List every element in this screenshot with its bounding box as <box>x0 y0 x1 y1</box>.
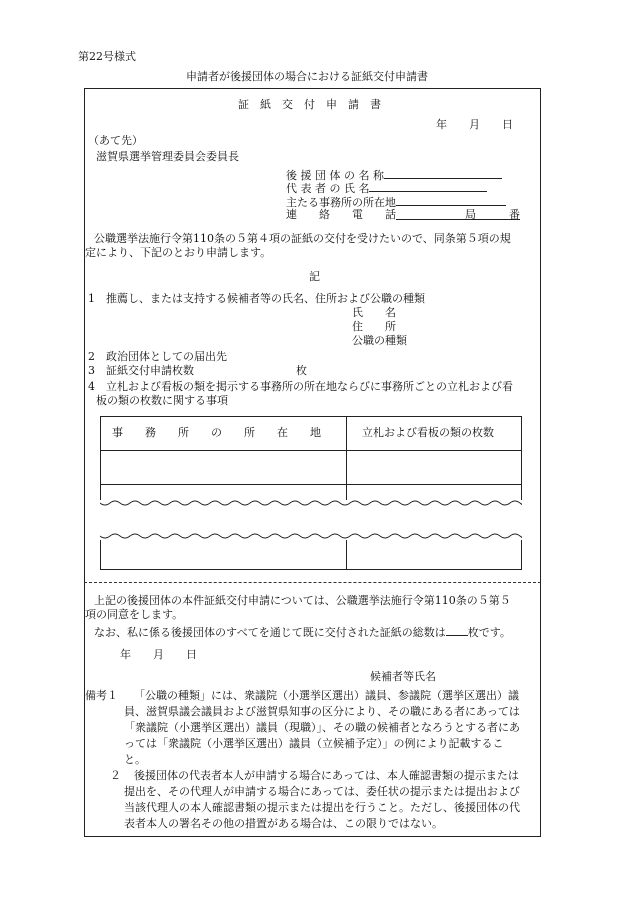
ki-marker: 記 <box>309 270 320 283</box>
consent-date: 年 月 日 <box>120 648 197 661</box>
note-1-line-5: と。 <box>124 753 146 766</box>
table-header-divider <box>100 450 522 451</box>
document-title: 証 紙 交 付 申 請 書 <box>238 98 381 111</box>
note-2-line-3: 当該代理人の本人確認書類の提示または提出を行うこと。ただし、後援団体の代 <box>124 801 520 814</box>
cut-line <box>84 582 541 583</box>
applicant-phone <box>286 208 520 222</box>
note-1-line-1: 「公職の種類」には、衆議院（小選挙区選出）議員、参議院（選挙区選出）議 <box>134 689 519 702</box>
total-issued-unit: 枚です。 <box>467 626 511 639</box>
item-3: 証紙交付申請枚数 <box>106 364 194 377</box>
table-border-top <box>100 416 522 417</box>
item-4-number: 4 <box>88 380 95 393</box>
consent-line-1: 上記の後援団体の本件証紙交付申請については、公職選挙法施行令第110条の５第５ <box>94 594 511 607</box>
item-3-unit: 枚 <box>296 364 307 377</box>
item-1-number: 1 <box>88 292 95 305</box>
note-2-line-4: 表者本人の署名その他の措置がある場合は、この限りではない。 <box>124 817 443 830</box>
total-issued-text: なお、私に係る後援団体のすべてを通じて既に交付された証紙の総数は <box>94 626 446 639</box>
form-title: 申請者が後援団体の場合における証紙交付申請書 <box>186 70 428 83</box>
note-2-line-1: 後援団体の代表者本人が申請する場合にあっては、本人確認書類の提示または <box>134 769 519 782</box>
table-omission-break <box>100 500 522 540</box>
item-1-address: 住 所 <box>352 320 396 333</box>
field-label: 代 表 者 の 氏 名 <box>286 182 370 195</box>
total-issued-line <box>94 624 511 640</box>
notes-label: 備考１ <box>85 689 118 702</box>
item-1-office-type: 公職の種類 <box>352 334 407 347</box>
representative-line <box>369 180 487 192</box>
table-border-bottom <box>100 569 522 570</box>
note-2-line-2: 提出を、その代理人が申請する場合にあっては、委任状の提示または提出および <box>124 785 520 798</box>
form-number: 第22号様式 <box>78 50 136 63</box>
wave-break-icon <box>100 500 522 540</box>
note-1-line-3: 「衆議院（小選挙区選出）議員（現職）」、その職の候補者となろうとする者にあ <box>124 721 520 734</box>
item-1-name: 氏 名 <box>352 306 396 319</box>
office-table <box>100 416 522 570</box>
item-4-line-2: 板の類の枚数に関する事項 <box>96 394 228 407</box>
note-1-line-4: っては「衆議院（小選挙区選出）議員（立候補予定）」の例により記載するこ <box>124 737 504 750</box>
field-label: 主たる事務所の所在地 <box>286 196 396 209</box>
consent-line-2: 項の同意をします。 <box>85 608 184 621</box>
item-2: 政治団体としての届出先 <box>106 350 227 363</box>
addressee: 滋賀県選挙管理委員会委員長 <box>96 150 239 163</box>
application-date: 年 月 日 <box>436 118 513 131</box>
item-2-number: 2 <box>88 350 95 363</box>
field-label: 後 援 団 体 の 名 称 <box>286 169 384 182</box>
total-count-line <box>446 624 468 636</box>
address-line <box>396 194 506 206</box>
table-border-right <box>521 416 522 570</box>
table-row-divider <box>100 484 522 485</box>
field-label: 連 絡 電 話 <box>286 208 396 221</box>
item-1: 推薦し、または支持する候補者等の氏名、住所および公職の種類 <box>106 292 425 305</box>
org-name-line <box>384 167 502 179</box>
note-1-line-2: 員、滋賀県議会議員および滋賀県知事の区分により、その職にある者にあっては <box>124 705 520 718</box>
candidate-name-label: 候補者等氏名 <box>370 670 436 683</box>
table-border-left <box>100 416 101 570</box>
phone-suffix: 局 番 <box>465 208 520 221</box>
note-2-number: ２ <box>110 769 121 782</box>
intro-line-1: 公職選挙法施行令第110条の５第４項の証紙の交付を受けたいので、同条第５項の規 <box>94 232 511 245</box>
addressee-prefix: （あて先） <box>88 134 143 147</box>
phone-line <box>396 208 520 220</box>
item-3-number: 3 <box>88 364 95 377</box>
table-column-divider <box>346 416 347 570</box>
item-4-line-1: 立札および看板の類を掲示する事務所の所在地ならびに事務所ごとの立札および看 <box>106 380 513 393</box>
table-header-office-location: 事 務 所 の 所 在 地 <box>112 426 321 439</box>
intro-line-2: 定により、下記のとおり申請します。 <box>85 246 272 259</box>
table-header-sign-count: 立札および看板の類の枚数 <box>362 426 494 439</box>
